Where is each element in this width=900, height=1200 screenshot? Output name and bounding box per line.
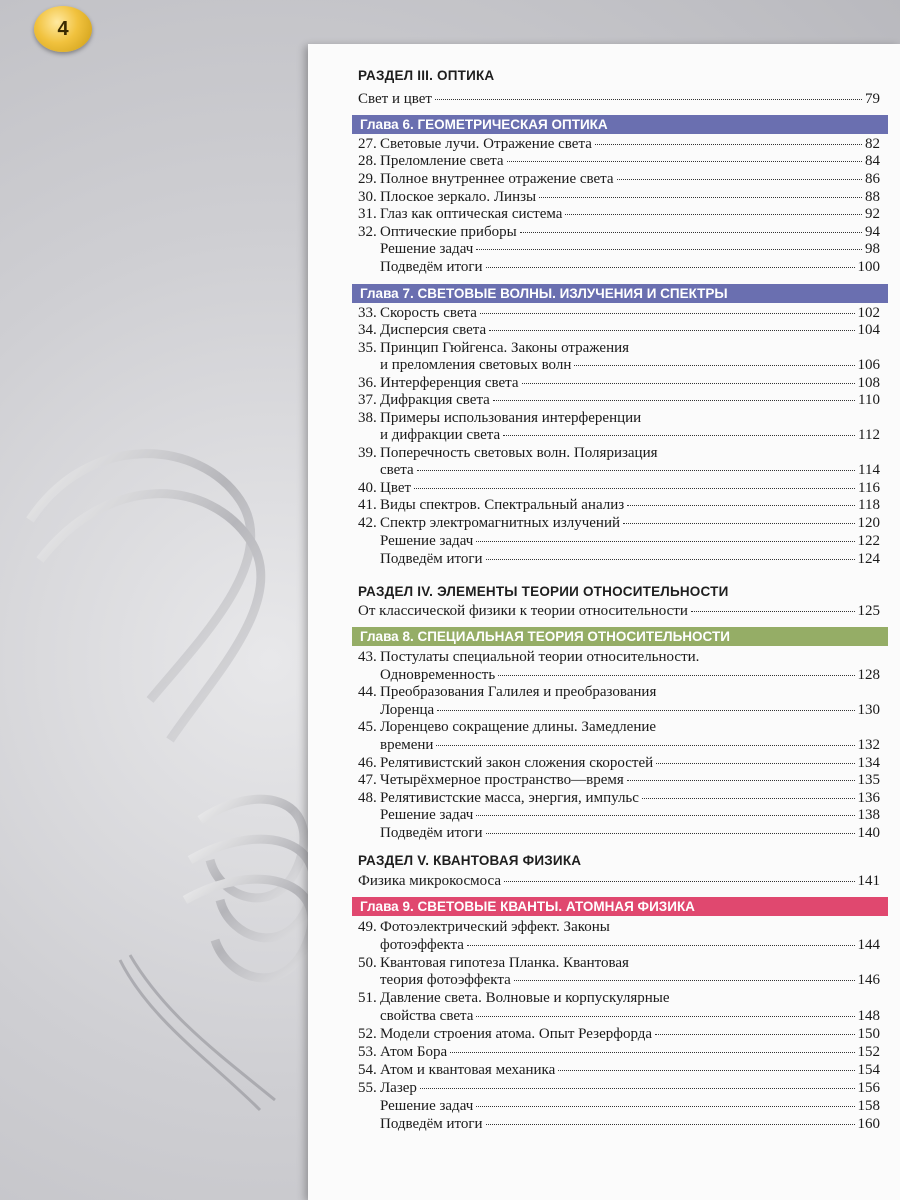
toc-entry[interactable]: Лоренца 130 [380,702,880,718]
toc-entry[interactable]: 55. Лазер 156 [358,1080,880,1096]
toc-entry[interactable]: 37. Дифракция света 110 [358,392,880,408]
toc-entry[interactable]: 54. Атом и квантовая механика 154 [358,1062,880,1078]
toc-entry[interactable]: свойства света 148 [380,1008,880,1024]
chapter-bar: Глава 9. СВЕТОВЫЕ КВАНТЫ. АТОМНАЯ ФИЗИКА [352,897,888,916]
toc-entry[interactable]: 43. Постулаты специальной теории относительности. [358,649,700,665]
toc-entry[interactable]: 33. Скорость света 102 [358,305,880,321]
toc-entry[interactable]: Решение задач 122 [380,533,880,549]
toc-entry[interactable]: Решение задач 158 [380,1098,880,1114]
toc-entry[interactable]: 28. Преломление света 84 [358,153,880,169]
toc-entry[interactable]: 53. Атом Бора 152 [358,1044,880,1060]
toc-entry[interactable]: 42. Спектр электромагнитных излучений 120 [358,515,880,531]
toc-entry[interactable]: фотоэффекта 144 [380,937,880,953]
toc-entry[interactable]: 38. Примеры использования интерференции [358,410,642,426]
toc-entry[interactable]: 34. Дисперсия света 104 [358,322,880,338]
chapter-bar: Глава 8. СПЕЦИАЛЬНАЯ ТЕОРИЯ ОТНОСИТЕЛЬНОСТИ [352,627,888,646]
toc-entry[interactable]: 32. Оптические приборы 94 [358,224,880,240]
toc-entry[interactable]: 46. Релятивистский закон сложения скоростей 134 [358,755,880,771]
toc-entry[interactable]: От классической физики к теории относительности 125 [358,603,880,619]
toc-entry[interactable]: Физика микрокосмоса 141 [358,873,880,889]
toc-entry[interactable]: Подведём итоги 160 [380,1116,880,1132]
section-heading: РАЗДЕЛ III. ОПТИКА [358,68,495,83]
toc-entry[interactable]: 35. Принцип Гюйгенса. Законы отражения [358,340,630,356]
toc-entry[interactable]: теория фотоэффекта 146 [380,972,880,988]
toc-entry[interactable]: Решение задач 98 [380,241,880,257]
toc-entry[interactable]: Подведём итоги 100 [380,259,880,275]
toc-entry[interactable]: 49. Фотоэлектрический эффект. Законы [358,919,610,935]
toc-entry[interactable]: 29. Полное внутреннее отражение света 86 [358,171,880,187]
toc-entry[interactable]: и дифракции света 112 [380,427,880,443]
toc-entry[interactable]: времени 132 [380,737,880,753]
toc-entry[interactable]: и преломления световых волн 106 [380,357,880,373]
toc-entry[interactable]: 27. Световые лучи. Отражение света 82 [358,136,880,152]
toc-page [308,44,900,1200]
toc-entry[interactable]: 30. Плоское зеркало. Линзы 88 [358,189,880,205]
toc-entry[interactable]: Свет и цвет 79 [358,91,880,107]
toc-entry[interactable]: 47. Четырёхмерное пространство—время 135 [358,772,880,788]
toc-entry[interactable]: 48. Релятивистские масса, энергия, импульс 136 [358,790,880,806]
section-heading: РАЗДЕЛ V. КВАНТОВАЯ ФИЗИКА [358,853,582,868]
toc-entry[interactable]: 51. Давление света. Волновые и корпускулярные [358,990,670,1006]
section-heading: РАЗДЕЛ IV. ЭЛЕМЕНТЫ ТЕОРИИ ОТНОСИТЕЛЬНОСТИ [358,584,729,599]
toc-entry[interactable]: 40. Цвет 116 [358,480,880,496]
toc-entry[interactable]: 31. Глаз как оптическая система 92 [358,206,880,222]
toc-entry[interactable]: 36. Интерференция света 108 [358,375,880,391]
toc-entry[interactable]: 52. Модели строения атома. Опыт Резерфорда 150 [358,1026,880,1042]
toc-entry[interactable]: 50. Квантовая гипотеза Планка. Квантовая [358,955,629,971]
toc-entry[interactable]: Подведём итоги 124 [380,551,880,567]
toc-entry[interactable]: Решение задач 138 [380,807,880,823]
toc-entry[interactable]: 39. Поперечность световых волн. Поляризация [358,445,658,461]
toc-entry[interactable]: Одновременность 128 [380,667,880,683]
chapter-bar: Глава 7. СВЕТОВЫЕ ВОЛНЫ. ИЗЛУЧЕНИЯ И СПЕКТРЫ [352,284,888,303]
toc-entry[interactable]: 41. Виды спектров. Спектральный анализ 118 [358,497,880,513]
toc-entry[interactable]: Подведём итоги 140 [380,825,880,841]
toc-entry[interactable]: 44. Преобразования Галилея и преобразования [358,684,657,700]
chapter-bar: Глава 6. ГЕОМЕТРИЧЕСКАЯ ОПТИКА [352,115,888,134]
toc-entry[interactable]: 45. Лоренцево сокращение длины. Замедление [358,719,657,735]
page-number-badge: 4 [34,6,92,52]
toc-entry[interactable]: света 114 [380,462,880,478]
